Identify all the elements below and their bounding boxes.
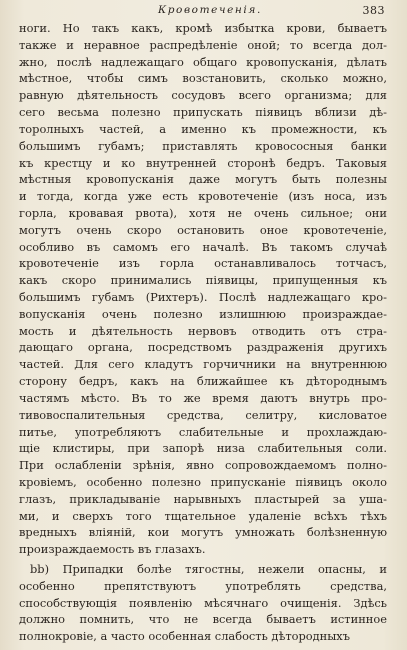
text-line: какъ скоро принимались піявицы, припущенныя къ xyxy=(19,273,387,288)
text-line: особенно препятствуютъ употреблять средства, xyxy=(19,578,387,593)
text-line: особливо въ самомъ его началѣ. Въ такомъ случаѣ xyxy=(19,239,387,254)
text-line: сторону бедръ, какъ на ближайшее къ дѣтороднымъ xyxy=(19,374,387,389)
text-line: частямъ мѣсто. Въ то же время даютъ внутрь про- xyxy=(19,390,387,405)
text-line: равную дѣятельность сосудовъ всего организма; для xyxy=(19,88,387,103)
text-line: торолныхъ частей, а именно къ промежности, къ xyxy=(19,121,387,136)
text-line: кровотеченіе изъ горла останавливалось тотчасъ, xyxy=(19,256,387,271)
text-line: При ослабленіи зрѣнія, явно сопровождаемомъ полно- xyxy=(19,458,387,473)
page-number: 383 xyxy=(362,4,385,17)
text-line: питье, употребляютъ слабительные и прохлаждаю- xyxy=(19,424,387,439)
text-line: могутъ очень скоро остановить оное кровотеченіе, xyxy=(19,222,387,237)
text-line: ми, и сверхъ того тщательное удаленіе всѣхъ тѣхъ xyxy=(19,508,387,523)
text-line: мѣстныя кровопусканія даже могутъ быть полезны xyxy=(19,172,387,187)
page-header xyxy=(0,4,407,18)
text-line: также и неравное распредѣленіе оной; то всегда дол- xyxy=(19,37,387,52)
text-line: большимъ губамъ; приставлять кровососныя банки xyxy=(19,138,387,153)
text-line: глазъ, прикладываніе нарывныхъ пластырей за уша- xyxy=(19,491,387,506)
text-line: мѣстное, чтобы симъ возстановить, сколько можно, xyxy=(19,71,387,86)
text-line: сего весьма полезно припускать піявицъ вблизи дѣ- xyxy=(19,105,387,120)
text-line: частей. Для сего кладутъ горчичники на внутреннюю xyxy=(19,357,387,372)
text-line: вредныхъ вліяній, кои могутъ умножать болѣзненную xyxy=(19,525,387,540)
text-line: щіе клистиры, при запорѣ низа слабительныя соли. xyxy=(19,441,387,456)
text-line: полнокровіе, а часто особенная слабость дѣтородныхъ xyxy=(19,629,350,644)
text-line: тивовоспалительныя средства, селитру, кисловатое xyxy=(19,407,387,422)
body-text xyxy=(19,20,387,645)
text-line: къ крестцу и ко внутренней сторонѣ бедръ. Таковыя xyxy=(19,155,387,170)
text-line: горла, кровавая рвота), хотя не очень сильное; они xyxy=(19,205,387,220)
text-line: и тогда, когда уже есть кровотеченіе (изъ носа, изъ xyxy=(19,189,387,204)
paragraph-1 xyxy=(19,20,387,558)
text-line: жно, послѣ надлежащаго общаго кровопусканія, дѣлать xyxy=(19,54,387,69)
text-line: должно помнить, что не всегда бываетъ истинное xyxy=(19,612,387,627)
text-line: мость и дѣятельность нервовъ отводить отъ стра- xyxy=(19,323,387,338)
text-line: дающаго органа, посредствомъ раздраженія другихъ xyxy=(19,340,387,355)
running-head: Кровотеченія. xyxy=(158,4,262,16)
paragraph-2 xyxy=(19,561,387,645)
text-line: вопусканія очень полезно излишнюю произраждае- xyxy=(19,306,387,321)
text-line: произраждаемость въ глазахъ. xyxy=(19,542,206,557)
text-line: кровіемъ, особенно полезно припусканіе піявицъ около xyxy=(19,474,387,489)
text-line: bb) Припадки болѣе тягостны, нежели опасны, и xyxy=(30,562,387,576)
text-line: ноги. Но такъ какъ, кромѣ избытка крови, бываетъ xyxy=(19,21,387,35)
text-line: способствующія появленію мѣсячнаго очищенія. Здѣсь xyxy=(19,595,387,610)
text-line: большимъ губамъ (Рихтеръ). Послѣ надлежащаго кро- xyxy=(19,290,387,304)
